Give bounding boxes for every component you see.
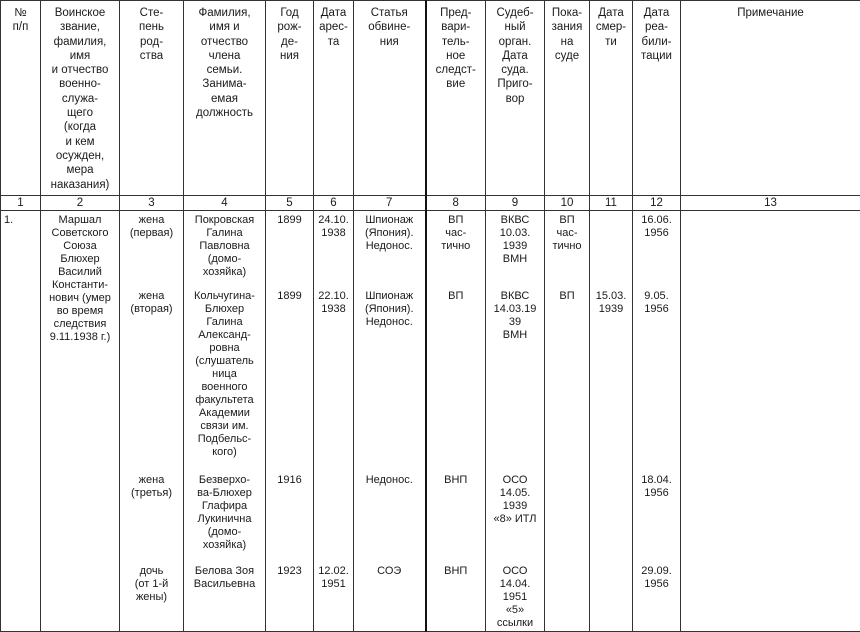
- header-death-date: Дата смер- ти: [590, 1, 633, 196]
- court-cell: [486, 211, 545, 632]
- relation-4: дочь (от 1-й жены): [120, 565, 183, 604]
- column-number: 11: [590, 196, 633, 211]
- arrest-date-4: 12.02. 1951: [314, 565, 353, 591]
- court-4: ОСО 14.04. 1951 «5» ссылки: [486, 565, 544, 630]
- column-number: 8: [426, 196, 486, 211]
- header-arrest-date: Дата арес- та: [314, 1, 354, 196]
- rehab-date-1: 16.06. 1956: [633, 214, 680, 240]
- investigation-4: ВНП: [427, 565, 486, 578]
- charge-2: Шпионаж (Япония). Недонос.: [354, 290, 425, 329]
- header-serviceman: Воинское звание, фамилия, имя и отчество военно- служа- щего (когда и кем осужден, мера наказания): [41, 1, 120, 196]
- family-name-3: Безверхо- ва-Блюхер Глафира Лукинична (домо- хозяйка): [184, 474, 265, 552]
- header-testimony: Пока- зания на суде: [545, 1, 590, 196]
- rehab-date-3: 18.04. 1956: [633, 474, 680, 500]
- arrest-date-cell: [314, 211, 354, 632]
- court-3: ОСО 14.05. 1939 «8» ИТЛ: [486, 474, 544, 526]
- header-court: Судеб- ный орган. Дата суда. Приго- вор: [486, 1, 545, 196]
- header-row: [1, 1, 860, 196]
- header-rehab-date: Дата реа- били- тации: [633, 1, 681, 196]
- rehab-date-cell: [633, 211, 681, 632]
- arrest-date-1: 24.10. 1938: [314, 214, 353, 240]
- court-2: ВКВС 14.03.19 39 ВМН: [486, 290, 544, 342]
- header-birth-year: Год рож- де- ния: [266, 1, 314, 196]
- record-number-cell: [1, 211, 41, 632]
- column-number: 2: [41, 196, 120, 211]
- arrest-date-2: 22.10. 1938: [314, 290, 353, 316]
- death-date-2: 15.03. 1939: [590, 290, 632, 316]
- relation-3: жена (третья): [120, 474, 183, 500]
- header-investigation: Пред- вари- тель- ное следст- вие: [426, 1, 486, 196]
- record-number: 1.: [1, 214, 40, 227]
- testimony-cell: [545, 211, 590, 632]
- column-number: 10: [545, 196, 590, 211]
- column-number: 1: [1, 196, 41, 211]
- birth-year-cell: [266, 211, 314, 632]
- relation-cell: [120, 211, 184, 632]
- birth-year-3: 1916: [266, 474, 313, 487]
- birth-year-2: 1899: [266, 290, 313, 303]
- birth-year-4: 1923: [266, 565, 313, 578]
- header-family-member: Фамилия, имя и отчество члена семьи. Занима- емая должность: [184, 1, 266, 196]
- death-date-cell: [590, 211, 633, 632]
- birth-year-1: 1899: [266, 214, 313, 227]
- column-number: 5: [266, 196, 314, 211]
- investigation-cell: [426, 211, 486, 632]
- header-relation: Сте- пень род- ства: [120, 1, 184, 196]
- column-number: 13: [681, 196, 860, 211]
- family-name-cell: [184, 211, 266, 632]
- column-number: 6: [314, 196, 354, 211]
- column-number: 9: [486, 196, 545, 211]
- serviceman-text: Маршал Советского Союза Блюхер Василий Константи- нович (умер во время следствия 9.11.1938 г.): [41, 214, 119, 344]
- court-1: ВКВС 10.03. 1939 ВМН: [486, 214, 544, 266]
- investigation-1: ВП час- тично: [427, 214, 486, 253]
- serviceman-cell: [41, 211, 120, 632]
- header-charge: Статья обвине- ния: [354, 1, 426, 196]
- header-number: № п/п: [1, 1, 41, 196]
- charge-cell: [354, 211, 426, 632]
- record-row: [1, 211, 860, 632]
- family-name-2: Кольчугина- Блюхер Галина Александ- ровна (слушатель ница военного факультета Академии связи им. Подбельс- кого): [184, 290, 265, 459]
- header-note: Примечание: [681, 1, 860, 196]
- column-number-row: [1, 196, 860, 211]
- relation-1: жена (первая): [120, 214, 183, 240]
- relation-2: жена (вторая): [120, 290, 183, 316]
- charge-3: Недонос.: [354, 474, 425, 487]
- testimony-1: ВП час- тично: [545, 214, 589, 253]
- family-name-1: Покровская Галина Павловна (домо- хозяйка): [184, 214, 265, 279]
- family-name-4: Белова Зоя Васильевна: [184, 565, 265, 591]
- rehab-date-2: 9.05. 1956: [633, 290, 680, 316]
- column-number: 4: [184, 196, 266, 211]
- investigation-3: ВНП: [427, 474, 486, 487]
- column-number: 12: [633, 196, 681, 211]
- column-number: 7: [354, 196, 426, 211]
- rehab-date-4: 29.09. 1956: [633, 565, 680, 591]
- charge-4: СОЭ: [354, 565, 425, 578]
- note-cell: [681, 211, 860, 632]
- investigation-2: ВП: [427, 290, 486, 303]
- charge-1: Шпионаж (Япония). Недонос.: [354, 214, 425, 253]
- testimony-2: ВП: [545, 290, 589, 303]
- column-number: 3: [120, 196, 184, 211]
